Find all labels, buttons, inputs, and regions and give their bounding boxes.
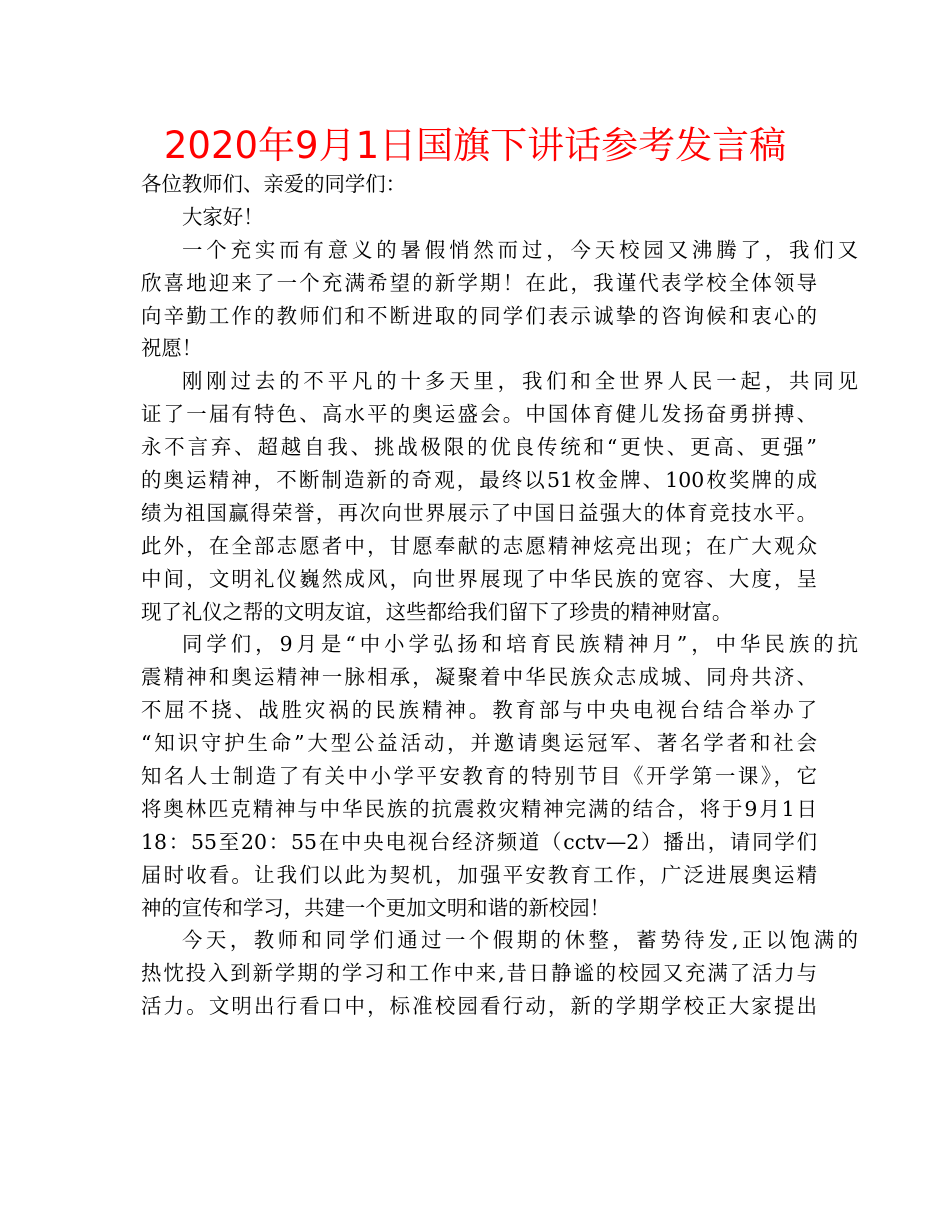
paragraph-line: 同学们，9月是“中小学弘扬和培育民族精神月”，中华民族的抗 <box>182 632 858 657</box>
paragraph-line: 一个充实而有意义的暑假悄然而过，今天校园又沸腾了，我们又 <box>182 237 858 262</box>
paragraph-line: 热忱投入到新学期的学习和工作中来,昔日静谧的校园又充满了活力与 <box>141 961 817 986</box>
paragraph-line: 刚刚过去的不平凡的十多天里，我们和全世界人民一起，共同见 <box>182 369 858 394</box>
paragraph-line: 活力。文明出行看口中，标准校园看行动，新的学期学校正大家提出 <box>141 994 817 1019</box>
paragraph-line: 证了一届有特色、高水平的奥运盛会。中国体育健儿发扬奋勇拼搏、 <box>141 402 817 427</box>
paragraph-line: 此外，在全部志愿者中，甘愿奉献的志愿精神炫亮出现；在广大观众 <box>141 533 817 558</box>
paragraph-line: 欣喜地迎来了一个充满希望的新学期！在此，我谨代表学校全体领导 <box>141 270 817 295</box>
paragraph-line: 18：55至20：55在中央电视台经济频道（cctv—2）播出，请同学们 <box>141 829 817 854</box>
paragraph-line: “知识守护生命”大型公益活动，并邀请奥运冠军、著名学者和社会 <box>141 731 817 756</box>
document-body <box>141 168 858 1023</box>
paragraph-line: 震精神和奥运精神一脉相承，凝聚着中华民族众志成城、同舟共济、 <box>141 665 817 690</box>
salutation-line: 各位教师们、亲爱的同学们： <box>141 172 407 196</box>
paragraph-line: 届时收看。让我们以此为契机，加强平安教育工作，广泛进展奥运精 <box>141 862 817 887</box>
paragraph-line: 祝愿！ <box>141 336 203 361</box>
paragraph-line: 知名人士制造了有关中小学平安教育的特别节目《开学第一课》，它 <box>141 764 817 789</box>
paragraph-line: 绩为祖国赢得荣誉，再次向世界展示了中国日益强大的体育竞技水平。 <box>141 500 817 525</box>
paragraph-line: 中间，文明礼仪巍然成风，向世界展现了中华民族的宽容、大度，呈 <box>141 566 817 591</box>
paragraph-line: 永不言弃、超越自我、挑战极限的优良传统和“更快、更高、更强” <box>141 435 817 460</box>
greeting-line: 大家好！ <box>182 204 264 229</box>
paragraph-line: 的奥运精神，不断制造新的奇观，最终以51枚金牌、100枚奖牌的成 <box>141 468 817 493</box>
paragraph-line: 今天，教师和同学们通过一个假期的休整，蓄势待发,正以饱满的 <box>182 928 858 953</box>
paragraph-line: 神的宣传和学习，共建一个更加文明和谐的新校园！ <box>141 895 610 920</box>
paragraph-line: 将奥林匹克精神与中华民族的抗震救灾精神完满的结合，将于9月1日 <box>141 796 817 821</box>
paragraph-line: 不屈不挠、战胜灾祸的民族精神。教育部与中央电视台结合举办了 <box>141 698 817 723</box>
paragraph-line: 现了礼仪之帮的文明友谊，这些都给我们留下了珍贵的精神财富。 <box>141 599 733 624</box>
document-title: 2020年9月1日国旗下讲话参考发言稿 <box>163 124 787 167</box>
paragraph-line: 向辛勤工作的教师们和不断进取的同学们表示诚挚的咨询候和衷心的 <box>141 303 817 328</box>
